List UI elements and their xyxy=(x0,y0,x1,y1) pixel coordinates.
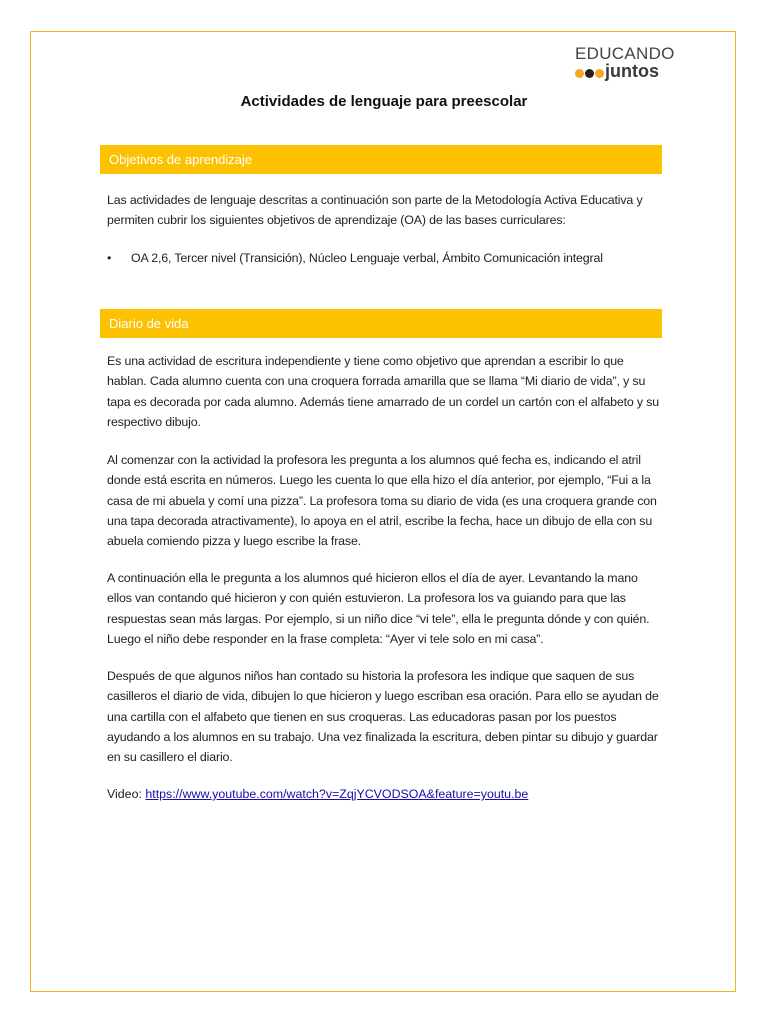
educando-juntos-logo xyxy=(575,44,675,85)
logo-dot xyxy=(585,69,594,78)
paragraph: Al comenzar con la actividad la profesora les pregunta a los alumnos qué fecha es, indicando el atril donde está escrita en números. Luego les cuenta lo que ella hizo el día anterior, por ejemplo, “Fui a la casa de mi abuela y comí una pizza”. La profesora toma su diario de vida (es una croquera grande con una tapa decorada atractivamente), lo apoya en el atril, escribe la fecha, hace un dibujo de ella con su abuela comiendo pizza y luego escribe la frase. xyxy=(107,453,657,549)
logo-top-text: EDUCANDO xyxy=(575,44,675,63)
section-heading-diario: Diario de vida xyxy=(100,309,662,338)
paragraph: Es una actividad de escritura independiente y tiene como objetivo que aprendan a escribir lo que hablan. Cada alumno cuenta con una croquera forrada amarilla que se llama “Mi diario de vida”, y su tapa es decorada por cada alumno. Además tiene amarrado de un cordel un cartón con el alfabeto y su respectivo dibujo. xyxy=(107,354,660,429)
logo-bottom-text: juntos xyxy=(605,61,659,81)
video-label: Video: xyxy=(107,787,142,801)
page-title: Actividades de lenguaje para preescolar xyxy=(240,93,528,110)
paragraph: A continuación ella le pregunta a los alumnos qué hicieron ellos el día de ayer. Levantando la mano ellos van contando qué hicieron y con quién estuvieron. La profesora los va guiando para que las respuestas sean más largas. Por ejemplo, si un niño dice “vi tele”, ella le pregunta dónde y con quién. Luego el niño debe responder en la frase completa: “Ayer vi tele solo en mi casa”. xyxy=(107,571,650,646)
section-heading-objetivos: Objetivos de aprendizaje xyxy=(100,145,662,174)
paragraph: Después de que algunos niños han contado su historia la profesora les indique que saquen de sus casilleros el diario de vida, dibujen lo que hicieron y luego escriban esa oración. Para ello se ayudan de una cartilla con el alfabeto que tienen en sus croqueras. Las educadoras pasan por los puestos ayudando a los alumnos en su trabajo. Una vez finalizada la escritura, deben pintar su dibujo y guardar en su casillero el diario. xyxy=(107,669,659,765)
bullet-icon: • xyxy=(107,251,112,265)
logo-dot xyxy=(575,69,584,78)
video-row xyxy=(107,784,528,804)
video-link[interactable]: https://www.youtube.com/watch?v=ZqjYCVODSOA&feature=youtu.be xyxy=(145,787,529,801)
logo-dot xyxy=(595,69,604,78)
bullet-text: OA 2,6, Tercer nivel (Transición), Núcleo Lenguaje verbal, Ámbito Comunicación integral xyxy=(131,251,603,265)
paragraph: Las actividades de lenguaje descritas a continuación son parte de la Metodología Activa Educativa y permiten cubrir los siguientes objetivos de aprendizaje (OA) de las bases curriculares: xyxy=(107,193,643,228)
